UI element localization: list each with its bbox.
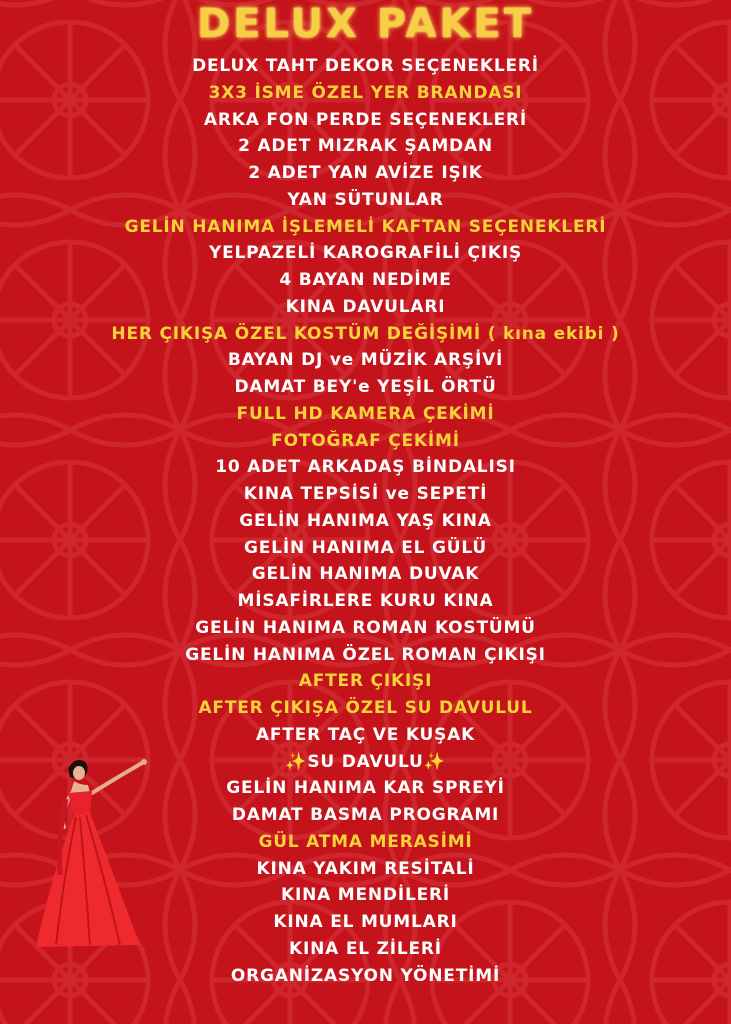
- package-item: GELİN HANIMA ÖZEL ROMAN ÇIKIŞI: [185, 644, 546, 665]
- package-item: 10 ADET ARKADAŞ BİNDALISI: [215, 457, 516, 478]
- package-item: FOTOĞRAF ÇEKİMİ: [271, 430, 460, 451]
- package-item: YAN SÜTUNLAR: [287, 189, 444, 210]
- package-item: KINA EL ZİLERİ: [289, 938, 442, 959]
- package-item: GELİN HANIMA YAŞ KINA: [239, 510, 492, 531]
- package-item: ORGANİZASYON YÖNETİMİ: [230, 965, 501, 986]
- package-item: 2 ADET YAN AVİZE IŞIK: [248, 163, 483, 183]
- dancer-illustration: [30, 755, 165, 955]
- package-item: HER ÇIKIŞA ÖZEL KOSTÜM DEĞİŞİMİ ( kına ekibi ): [111, 323, 620, 344]
- package-item: 3X3 İSME ÖZEL YER BRANDASI: [208, 82, 523, 103]
- package-item: YELPAZELİ KAROGRAFİLİ ÇIKIŞ: [208, 243, 523, 264]
- package-item: KINA DAVULARI: [285, 296, 446, 317]
- package-item: DAMAT BEY'e YEŞİL ÖRTÜ: [234, 377, 497, 397]
- package-item: FULL HD KAMERA ÇEKİMİ: [236, 403, 495, 424]
- package-item: DAMAT BASMA PROGRAMI: [231, 805, 500, 825]
- package-item: KINA TEPSİSİ ve SEPETİ: [243, 484, 488, 504]
- package-item: GELİN HANIMA EL GÜLÜ: [244, 537, 487, 558]
- package-item: KINA YAKIM RESİTALİ: [256, 858, 475, 879]
- package-item: GELİN HANIMA ROMAN KOSTÜMÜ: [195, 617, 536, 638]
- package-item: KINA EL MUMLARI: [273, 912, 458, 932]
- package-item: GÜL ATMA MERASİMİ: [258, 831, 473, 852]
- package-item: BAYAN DJ ve MÜZİK ARŞİVİ: [227, 350, 504, 371]
- package-item: AFTER TAÇ VE KUŞAK: [255, 724, 476, 745]
- package-item: AFTER ÇIKIŞI: [298, 671, 433, 692]
- package-item: ARKA FON PERDE SEÇENEKLERİ: [203, 109, 528, 130]
- package-item: MİSAFİRLERE KURU KINA: [237, 591, 494, 611]
- package-item: KINA MENDİLERİ: [280, 885, 451, 906]
- package-item: DELUX TAHT DEKOR SEÇENEKLERİ: [192, 56, 539, 76]
- package-item: GELİN HANIMA DUVAK: [251, 564, 480, 585]
- package-item: ✨SU DAVULU✨: [285, 751, 446, 772]
- package-item: 4 BAYAN NEDİME: [279, 270, 452, 290]
- package-item: GELİN HANIMA KAR SPREYİ: [226, 778, 505, 799]
- package-item: AFTER ÇIKIŞA ÖZEL SU DAVULUL: [198, 698, 533, 718]
- package-item: GELİN HANIMA İŞLEMELİ KAFTAN SEÇENEKLERİ: [124, 216, 607, 237]
- page-title: DELUX PAKET: [196, 1, 535, 47]
- package-item: 2 ADET MIZRAK ŞAMDAN: [238, 136, 493, 157]
